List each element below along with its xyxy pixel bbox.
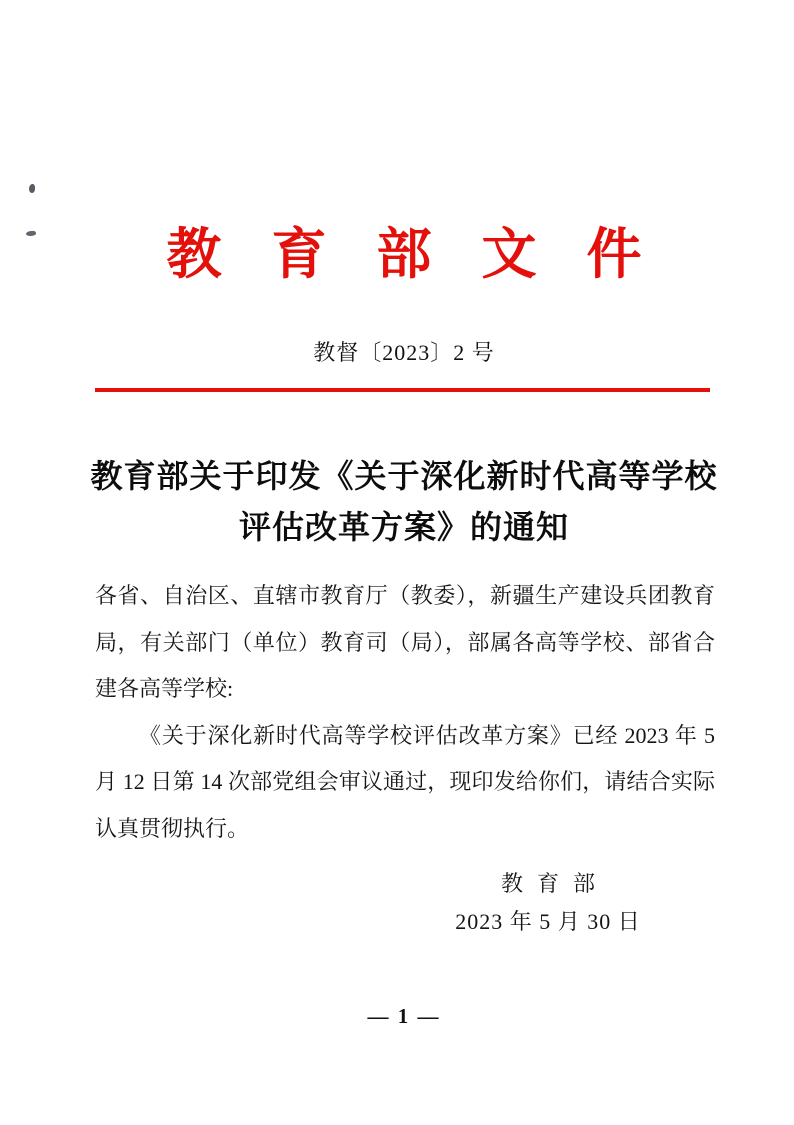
body-paragraph1-line3: 建各高等学校: <box>95 676 234 701</box>
agency-header-title: 教育部文件 <box>166 224 692 285</box>
body-paragraph2-line2: 月 12 日第 14 次部党组会审议通过，现印发给你们，请结合实际 <box>95 769 715 794</box>
document-body <box>95 573 715 852</box>
scan-artifact <box>29 184 35 193</box>
red-divider-rule <box>95 388 710 392</box>
signature-date: 2023 年 5 月 30 日 <box>455 909 641 934</box>
body-paragraph1-line2: 局，有关部门（单位）教育司（局），部属各高等学校、部省合 <box>95 629 715 655</box>
signature-block <box>388 869 708 937</box>
signer-name: 教育部 <box>500 871 609 896</box>
document-title-line2: 评估改革方案》的通知 <box>238 509 569 545</box>
body-paragraph2-line1: 《关于深化新时代高等学校评估改革方案》已经 2023 年 5 <box>139 722 715 748</box>
document-title-line1: 教育部关于印发《关于深化新时代高等学校 <box>90 458 718 494</box>
body-paragraph2-line3: 认真贯彻执行。 <box>95 815 250 841</box>
document-number: 教督〔2023〕2 号 <box>313 340 495 365</box>
scan-artifact <box>26 230 37 236</box>
body-paragraph1-line1: 各省、自治区、直辖市教育厅（教委），新疆生产建设兵团教育 <box>95 583 715 608</box>
document-title <box>80 451 728 553</box>
page-number: — 1 — <box>367 1004 441 1028</box>
